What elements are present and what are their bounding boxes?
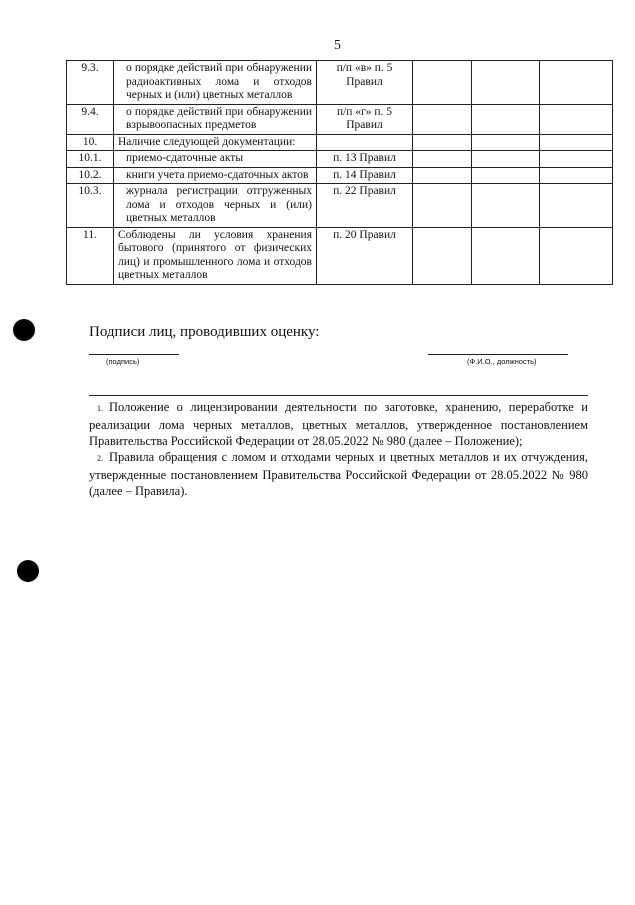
footnote-mark: 2. [97,454,103,463]
row-requirement: о порядке действий при обнаружении взрывоопасных предметов [114,104,317,134]
answer-cell [413,184,472,228]
punch-hole [17,560,39,582]
answer-cell [413,227,472,284]
answer-cell [540,167,613,184]
answer-cell [472,227,540,284]
answer-cell [540,151,613,168]
table-row [67,227,613,284]
row-reference: п. 14 Правил [317,167,413,184]
answer-cell [413,151,472,168]
checklist-table [66,60,613,285]
answer-cell [413,104,472,134]
page-number: 5 [334,38,341,53]
footnote-text: Правила обращения с ломом и отходами черных и цветных металлов и их отчуждения, утвержденные постановлением Правительства Российской Федерации от 28.05.2022 № 980 (далее – Правила). [89,450,588,498]
row-reference: п. 13 Правил [317,151,413,168]
answer-cell [472,104,540,134]
table-row [67,184,613,228]
table-row [67,151,613,168]
footnote-rule [89,395,588,396]
table-row [67,61,613,105]
signatures-title: Подписи лиц, проводивших оценку: [89,324,320,340]
row-reference: п/п «г» п. 5 Правил [317,104,413,134]
answer-cell [472,167,540,184]
row-number: 10. [67,134,114,151]
name-position-caption: (Ф.И.О., должность) [467,357,537,366]
answer-cell [472,61,540,105]
row-number: 10.3. [67,184,114,228]
answer-cell [413,61,472,105]
table-body [67,61,613,285]
answer-cell [540,61,613,105]
answer-cell [472,134,540,151]
name-position-line [428,354,568,355]
answer-cell [540,104,613,134]
answer-cell [472,184,540,228]
row-reference: п/п «в» п. 5 Правил [317,61,413,105]
row-reference: п. 22 Правил [317,184,413,228]
answer-cell [540,184,613,228]
row-number: 9.3. [67,61,114,105]
row-requirement: о порядке действий при обнаружении радиоактивных лома и отходов черных и (или) цветных металлов [114,61,317,105]
row-number: 10.1. [67,151,114,168]
footnote-text: Положение о лицензировании деятельности по заготовке, хранению, переработке и реализации лома черных металлов, цветных металлов, утвержденное постановлением Правительства Российской Федерации от 28.05.2022 № 980 (далее – Положение); [89,400,588,448]
row-requirement: книги учета приемо-сдаточных актов [114,167,317,184]
table-row [67,134,613,151]
footnote [89,449,588,499]
row-requirement: приемо-сдаточные акты [114,151,317,168]
row-requirement: Наличие следующей документации: [114,134,317,151]
row-number: 10.2. [67,167,114,184]
answer-cell [413,167,472,184]
table-row [67,104,613,134]
row-number: 11. [67,227,114,284]
row-reference [317,134,413,151]
row-requirement: журнала регистрации отгруженных лома и отходов черных и (или) цветных металлов [114,184,317,228]
answer-cell [472,151,540,168]
footnotes [89,399,588,499]
row-requirement: Соблюдены ли условия хранения бытового (принятого от физических лиц) и промышленного лома и отходов цветных металлов [114,227,317,284]
signature-caption: (подпись) [106,357,140,366]
answer-cell [413,134,472,151]
answer-cell [540,134,613,151]
answer-cell [540,227,613,284]
row-number: 9.4. [67,104,114,134]
row-reference: п. 20 Правил [317,227,413,284]
footnote [89,399,588,449]
table-row [67,167,613,184]
footnote-mark: 1. [97,404,103,413]
punch-hole [13,319,35,341]
signature-line [89,354,179,355]
